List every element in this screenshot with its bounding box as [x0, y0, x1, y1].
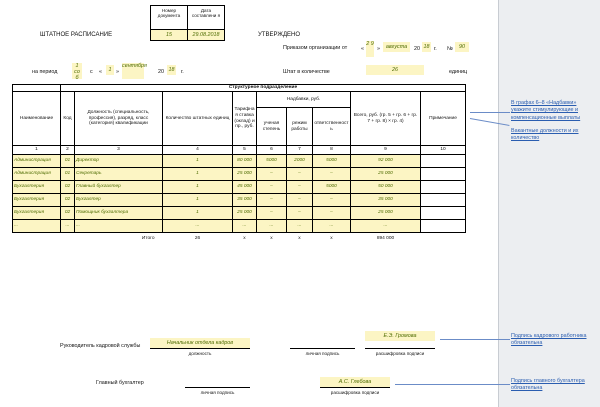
row-allow-resp[interactable]: – — [313, 168, 351, 181]
row-rate[interactable]: 80 000 — [233, 155, 257, 168]
row-units[interactable]: 1 — [163, 181, 233, 194]
row-allow-mode[interactable]: – — [287, 168, 313, 181]
row-name[interactable]: Бухгалтерия — [13, 194, 61, 207]
order-day-field[interactable]: 2 9 — [366, 41, 374, 57]
row-units[interactable]: ... — [163, 220, 233, 233]
table-row — [13, 168, 466, 181]
structural-unit-header: Структурное подразделение — [61, 85, 466, 92]
totals-sum: 894 000 — [376, 235, 395, 241]
totals-row — [13, 233, 466, 245]
row-code[interactable]: ... — [61, 220, 75, 233]
table-row — [13, 207, 466, 220]
order-year-suffix: г. — [434, 46, 437, 52]
row-position[interactable]: ... — [75, 220, 163, 233]
row-allow-degree[interactable]: ... — [257, 220, 287, 233]
period-year-prefix: 20 — [158, 69, 164, 75]
row-total[interactable]: 50 000 — [351, 181, 421, 194]
row-name[interactable]: Администрация — [13, 168, 61, 181]
period-month-field[interactable]: сентября — [122, 63, 144, 79]
order-number-field[interactable]: 90 — [455, 42, 469, 52]
hr-caption-decode: расшифровка подписи — [375, 351, 425, 356]
period-year-field[interactable]: 18 — [168, 67, 175, 73]
row-units[interactable]: 1 — [163, 194, 233, 207]
col-header-rate: Тарифна я ставка (оклад) и пр., руб. — [233, 92, 257, 146]
period-quote-open: « — [99, 69, 102, 75]
totals-units: 26 — [194, 235, 201, 241]
accountant-signature-line — [185, 387, 250, 388]
hr-caption-position: должность — [188, 351, 212, 356]
period-quote-close: » — [116, 69, 119, 75]
row-note — [421, 181, 466, 194]
order-number-label: № — [447, 46, 453, 52]
accountant-name-field[interactable]: А.С. Глебова — [320, 377, 390, 387]
corner-cell — [13, 85, 61, 92]
table-row — [13, 220, 466, 233]
row-allow-mode[interactable]: 2000 — [287, 155, 313, 168]
hr-position-field[interactable]: Начальник отдела кадров — [150, 338, 250, 348]
row-rate[interactable]: 25 000 — [233, 168, 257, 181]
hr-caption-signature: личная подпись — [305, 351, 340, 356]
col-header-code: Код — [61, 92, 75, 146]
connector-line-hr-signature — [440, 339, 510, 340]
row-total[interactable]: ... — [351, 220, 421, 233]
row-allow-degree[interactable]: – — [257, 207, 287, 220]
row-allow-mode[interactable]: – — [287, 181, 313, 194]
document-title: ШТАТНОЕ РАСПИСАНИЕ — [40, 32, 113, 38]
row-allow-degree[interactable]: – — [257, 181, 287, 194]
order-quote-open: « — [361, 46, 364, 52]
col-header-units: Количество штатных единиц — [163, 92, 233, 146]
row-rate[interactable]: ... — [233, 220, 257, 233]
group-header-row — [13, 85, 466, 92]
row-total[interactable]: 35 000 — [351, 194, 421, 207]
hr-name-field[interactable]: Е.Э. Громова — [365, 331, 435, 341]
row-note — [421, 168, 466, 181]
hr-signature-label: Руководитель кадровой службы — [60, 343, 141, 349]
row-name[interactable]: Бухгалтерия — [13, 207, 61, 220]
totals-note — [421, 233, 466, 245]
approved-label: УТВЕРЖДЕНО — [258, 32, 301, 38]
row-code[interactable]: 02 — [61, 207, 75, 220]
row-name[interactable]: Администрация — [13, 155, 61, 168]
connector-line-accountant-signature — [395, 384, 510, 385]
row-position[interactable]: Секретарь — [75, 168, 163, 181]
row-rate[interactable]: 35 000 — [233, 194, 257, 207]
hr-name-line — [365, 348, 435, 349]
row-code[interactable]: 02 — [61, 181, 75, 194]
col-number: 2 — [61, 146, 75, 155]
row-total[interactable]: 25 000 — [351, 207, 421, 220]
table-row — [13, 194, 466, 207]
row-position[interactable]: Директор — [75, 155, 163, 168]
doc-number-value[interactable]: 15 — [151, 30, 187, 40]
accountant-signature-note-link[interactable]: Подпись главного бухгалтера обязательна — [511, 378, 585, 392]
row-units[interactable]: 1 — [163, 207, 233, 220]
col-number: 6 — [257, 146, 287, 155]
col-number: 4 — [163, 146, 233, 155]
totals-allow-mode: x — [298, 235, 301, 241]
col-header-allow-mode: режим работы — [287, 108, 313, 146]
staff-count-unit: единиц — [449, 69, 468, 75]
vacancies-note-link[interactable]: Вакантные должности и их количество — [511, 128, 579, 142]
row-code[interactable]: 02 — [61, 194, 75, 207]
doc-date-value[interactable]: 29.08.2018 — [188, 30, 224, 40]
row-rate[interactable]: 45 000 — [233, 181, 257, 194]
col-number: 1 — [13, 146, 61, 155]
order-year-field[interactable]: 18 — [423, 44, 430, 50]
hr-signature-note-link[interactable]: Подпись кадрового работника обязательна — [511, 333, 587, 347]
col-header-total: Всего, руб. (гр. 5 + гр. 6 + гр. 7 + гр. 8) × гр. 4) — [351, 92, 421, 146]
row-units[interactable]: 1 — [163, 168, 233, 181]
accountant-name-line — [320, 387, 390, 388]
row-allow-resp[interactable]: – — [313, 194, 351, 207]
col-header-note: Примечание — [421, 92, 466, 146]
row-allow-resp[interactable]: ... — [313, 220, 351, 233]
period-year-suffix: г. — [181, 69, 184, 75]
row-position[interactable]: Помощник бухгалтера — [75, 207, 163, 220]
row-code[interactable]: 01 — [61, 168, 75, 181]
row-note — [421, 155, 466, 168]
col-number: 8 — [313, 146, 351, 155]
col-number: 10 — [421, 146, 466, 155]
staffing-table — [12, 84, 466, 245]
row-total[interactable]: 25 000 — [351, 168, 421, 181]
row-allow-mode[interactable]: – — [287, 194, 313, 207]
row-note — [421, 220, 466, 233]
row-note — [421, 194, 466, 207]
row-position[interactable]: Бухгалтер — [75, 194, 163, 207]
allowances-note-link[interactable]: В графах 6–8 «Надбавки» укажите стимулирующие и компенсационные выплаты — [511, 100, 581, 121]
doc-date-label: Дата составлени я — [191, 8, 221, 19]
row-name[interactable]: Бухгалтерия — [13, 181, 61, 194]
column-header-row-1 — [13, 92, 466, 108]
col-header-position: Должность (специальность, профессия), разряд, класс (категория) квалификации — [75, 92, 163, 146]
column-number-row — [13, 146, 466, 155]
period-from-word: с — [90, 69, 93, 75]
staff-count-field[interactable]: 26 — [366, 65, 424, 75]
order-quote-close: » — [377, 46, 380, 52]
row-rate[interactable]: 25 000 — [233, 207, 257, 220]
col-number: 9 — [351, 146, 421, 155]
col-number: 3 — [75, 146, 163, 155]
col-header-allow-degree: ученая степень — [257, 108, 287, 146]
col-number: 5 — [233, 146, 257, 155]
table-row — [13, 181, 466, 194]
totals-allow-degree: x — [270, 235, 273, 241]
col-header-allow-resp: ответственност ь — [313, 108, 351, 146]
accountant-signature-label: Главный бухгалтер — [96, 380, 144, 386]
order-month-field[interactable]: августа — [383, 42, 410, 52]
hr-signature-line — [290, 348, 355, 349]
row-allow-resp[interactable]: – — [313, 207, 351, 220]
col-number: 7 — [287, 146, 313, 155]
connector-line-allowances — [470, 112, 510, 113]
row-allow-resp[interactable]: 5000 — [313, 155, 351, 168]
order-label: Приказом организации от — [283, 45, 348, 51]
row-allow-mode[interactable]: – — [287, 207, 313, 220]
staff-count-label: Штат в количестве — [283, 69, 330, 75]
row-name[interactable]: ... — [13, 220, 61, 233]
row-allow-mode[interactable]: ... — [287, 220, 313, 233]
row-allow-degree[interactable]: – — [257, 194, 287, 207]
accountant-caption-decode: расшифровка подписи — [330, 390, 380, 395]
row-allow-resp[interactable]: 5000 — [313, 181, 351, 194]
col-header-allowances: Надбавки, руб. — [257, 92, 351, 108]
row-allow-degree[interactable]: – — [257, 168, 287, 181]
totals-label: Итого — [141, 235, 155, 241]
row-note — [421, 207, 466, 220]
period-from-field[interactable]: 1 со б — [72, 63, 82, 79]
row-position[interactable]: Главный бухгалтер — [75, 181, 163, 194]
row-code[interactable]: 01 — [61, 155, 75, 168]
accountant-caption-signature: личная подпись — [200, 390, 235, 395]
period-label: на период — [32, 69, 58, 75]
totals-rate: x — [243, 235, 246, 241]
order-year-prefix: 20 — [414, 46, 420, 52]
row-total[interactable]: 92 000 — [351, 155, 421, 168]
period-to-day-field[interactable]: 1 — [106, 65, 114, 75]
hr-position-line — [150, 348, 250, 349]
row-allow-degree[interactable]: 5000 — [257, 155, 287, 168]
col-header-name: Наименование — [13, 92, 61, 146]
table-row — [13, 155, 466, 168]
row-units[interactable]: 1 — [163, 155, 233, 168]
totals-allow-resp: x — [330, 235, 333, 241]
doc-number-label: Номер документа — [157, 8, 181, 19]
